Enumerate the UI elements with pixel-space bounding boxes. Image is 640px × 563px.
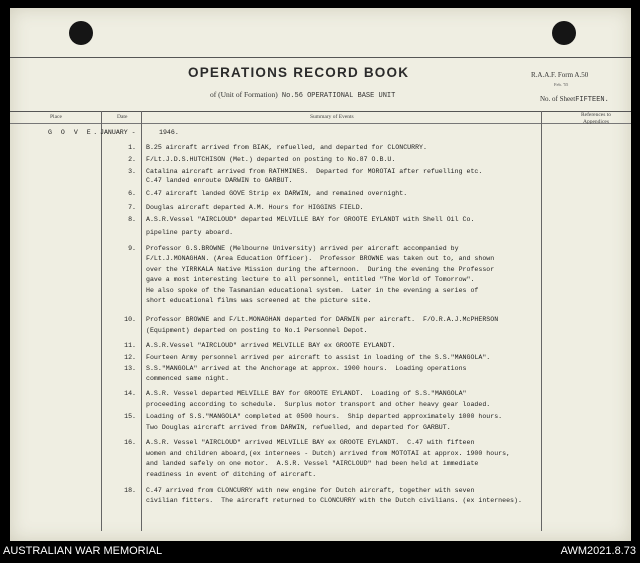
entry-text: S.S."MANGOLA" arrived at the Anchorage at approx. 1900 hours. Loading operations bbox=[146, 365, 467, 372]
entry-text: Two Douglas aircraft arrived from DARWIN, refuelled, and departed for GARBUT. bbox=[146, 424, 451, 431]
year-value: 1946. bbox=[159, 129, 179, 136]
entry-text: and landed safely on one motor. A.S.R. Vessel "AIRCLOUD" had been held at immediate bbox=[146, 460, 479, 467]
entry-date: 7. bbox=[128, 204, 136, 211]
footer-institution: AUSTRALIAN WAR MEMORIAL bbox=[3, 545, 163, 557]
entry-text: short educational films was screened at the picture site. bbox=[146, 297, 372, 304]
header-bottom-rule bbox=[10, 111, 631, 112]
entry-text: A.S.R. Vessel departed MELVILLE BAY for GROOTE EYLANDT. Loading of S.S."MANGOLA" bbox=[146, 390, 467, 397]
column-header-summary: Summary of Events bbox=[310, 114, 354, 120]
entry-date: 12. bbox=[124, 354, 136, 361]
entry-text: commenced same night. bbox=[146, 375, 230, 382]
sheet-number bbox=[540, 95, 609, 104]
column-header-rule bbox=[10, 123, 631, 124]
place-column-divider bbox=[101, 111, 102, 531]
header-top-rule bbox=[10, 57, 631, 58]
entry-text: A.S.R.Vessel "AIRCLOUD" departed MELVILLE BAY for GROOTE EYLANDT with Shell Oil Co. bbox=[146, 216, 475, 223]
entry-date: 1. bbox=[128, 144, 136, 151]
entry-date: 18. bbox=[124, 487, 136, 494]
entry-text: Douglas aircraft departed A.M. Hours for HIGGINS FIELD. bbox=[146, 204, 364, 211]
entry-text: C.47 landed enroute DARWIN to GARBUT. bbox=[146, 177, 293, 184]
entry-text: He also spoke of the Tasmanian educational system. Later in the evening a series of bbox=[146, 287, 479, 294]
entry-date: 6. bbox=[128, 190, 136, 197]
entry-date: 16. bbox=[124, 439, 136, 446]
entry-date: 10. bbox=[124, 316, 136, 323]
punch-hole-right bbox=[552, 21, 576, 45]
entry-text: A.S.R.Vessel "AIRCLOUD" arrived MELVILLE BAY ex GROOTE EYLANDT. bbox=[146, 342, 396, 349]
form-subtext: Feb. '55 bbox=[554, 82, 569, 87]
entry-text: over the YIRRKALA Native Mission during the afternoon. During the evening the Professor bbox=[146, 266, 495, 273]
record-sheet bbox=[10, 8, 631, 541]
entry-text: gave a most interesting lecture to all personnel, entitled "The World of Tomorrow". bbox=[146, 276, 475, 283]
entry-text: B.25 aircraft arrived from BIAK, refuelled, and departed for CLONCURRY. bbox=[146, 144, 427, 151]
entry-date: 14. bbox=[124, 390, 136, 397]
entry-text: women and children aboard,(ex internees - Dutch) arrived from MOTOTAI at approx. 1900 hours, bbox=[146, 450, 511, 457]
punch-hole-left bbox=[69, 21, 93, 45]
column-header-date: Date bbox=[117, 114, 128, 120]
entry-text: Fourteen Army personnel arrived per aircraft to assist in loading of the S.S."MANGOLA". bbox=[146, 354, 491, 361]
entry-date: 8. bbox=[128, 216, 136, 223]
entry-text: civilian fitters. The aircraft returned to CLONCURRY with the Dutch civilians. (ex internees). bbox=[146, 497, 522, 504]
footer-accession: AWM2021.8.73 bbox=[560, 545, 636, 557]
document-title: OPERATIONS RECORD BOOK bbox=[188, 65, 410, 80]
entry-text: F/Lt.J.D.S.HUTCHISON (Met.) departed on posting to No.87 O.B.U. bbox=[146, 156, 396, 163]
entry-text: Loading of S.S."MANGOLA" completed at 0500 hours. Ship departed approximately 1000 hours. bbox=[146, 413, 503, 420]
entry-text: readiness in event of ditching of aircraft. bbox=[146, 471, 317, 478]
entry-text: proceeding according to schedule. Surplus motor transport and other heavy gear loaded. bbox=[146, 401, 491, 408]
form-number: R.A.A.F. Form A.50 bbox=[531, 71, 589, 79]
entry-date: 3. bbox=[128, 168, 136, 175]
entry-text: Catalina aircraft arrived from RATHMINES. Departed for MOROTAI after refuelling etc. bbox=[146, 168, 483, 175]
entry-text: pipeline party aboard. bbox=[146, 229, 234, 236]
unit-line bbox=[210, 90, 395, 100]
date-column-divider bbox=[141, 111, 142, 531]
entry-text: Professor G.S.BROWNE (Melbourne University) arrived per aircraft accompanied by bbox=[146, 245, 459, 252]
summary-column-divider bbox=[541, 111, 542, 531]
entry-date: 9. bbox=[128, 245, 136, 252]
entry-date: 2. bbox=[128, 156, 136, 163]
column-header-place: Place bbox=[50, 114, 62, 120]
entry-date: 15. bbox=[124, 413, 136, 420]
entry-text: A.S.R. Vessel "AIRCLOUD" arrived MELVILLE BAY ex GROOTE EYLANDT. C.47 with fifteen bbox=[146, 439, 475, 446]
place-value: G O V E. bbox=[48, 129, 100, 136]
entry-text: C.47 aircraft landed GOVE Strip ex DARWIN, and remained overnight. bbox=[146, 190, 408, 197]
entry-text: C.47 arrived from CLONCURRY with new engine for Dutch aircraft, together with seven bbox=[146, 487, 475, 494]
sheet-value: FIFTEEN. bbox=[575, 96, 609, 104]
month-value: JANUARY - bbox=[100, 129, 136, 136]
entry-date: 13. bbox=[124, 365, 136, 372]
entry-date: 11. bbox=[124, 342, 136, 349]
column-header-references: References to Appendices bbox=[580, 112, 612, 125]
entry-text: (Equipment) departed on posting to No.1 Personnel Depot. bbox=[146, 327, 368, 334]
sheet-label: No. of Sheet bbox=[540, 95, 576, 103]
entry-text: Professor BROWNE and F/Lt.MONAGHAN departed for DARWIN per aircraft. F/O.R.A.J.McPHERSON bbox=[146, 316, 499, 323]
unit-label: of (Unit of Formation) bbox=[210, 90, 278, 99]
unit-value: No.56 OPERATIONAL BASE UNIT bbox=[281, 92, 396, 100]
entry-text: F/Lt.J.MONAGHAN. (Area Education Officer). Professor BROWNE was taken out to, and shown bbox=[146, 255, 495, 262]
